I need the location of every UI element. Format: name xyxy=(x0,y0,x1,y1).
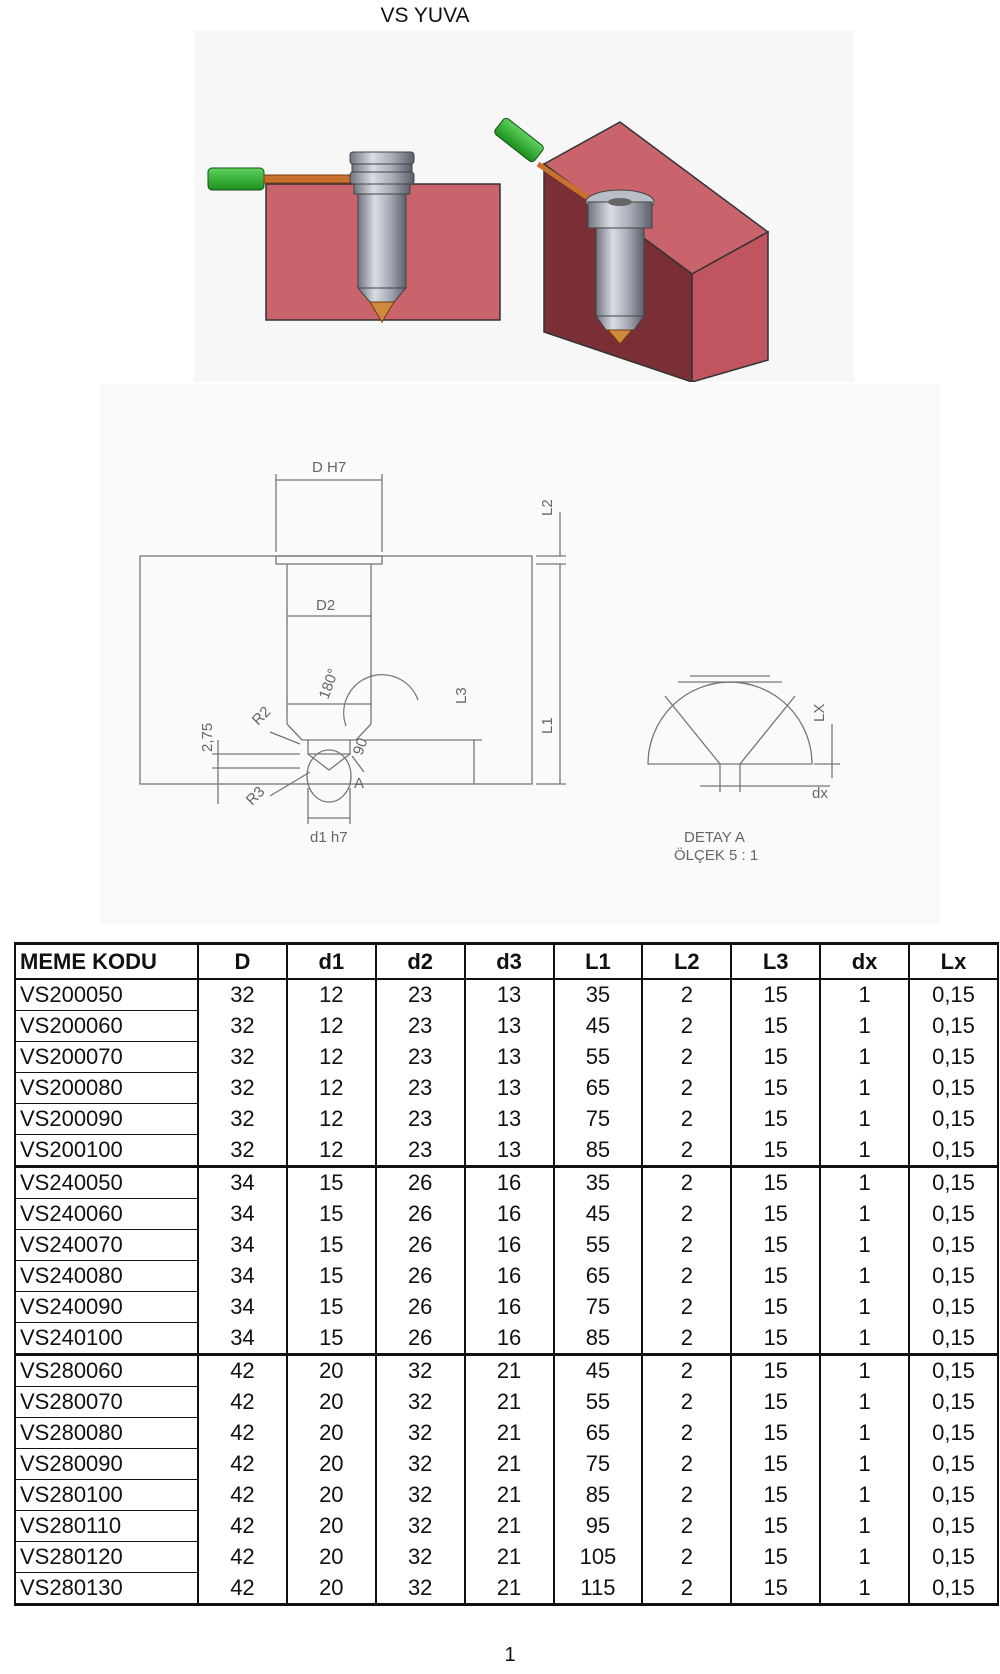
table-cell: 1 xyxy=(820,1449,909,1480)
table-cell: 15 xyxy=(287,1292,376,1323)
table-cell: 23 xyxy=(376,1011,465,1042)
col-header-dx: dx xyxy=(820,944,909,980)
dim-r3: R3 xyxy=(242,783,269,809)
table-cell: 12 xyxy=(287,1135,376,1167)
table-cell: 32 xyxy=(198,1104,287,1135)
cell-meme-kodu: VS240100 xyxy=(15,1323,198,1355)
table-row xyxy=(15,1011,998,1042)
table-cell: 42 xyxy=(198,1355,287,1387)
table-row xyxy=(15,1073,998,1104)
detail-marker-a: A xyxy=(354,775,365,792)
table-cell: 15 xyxy=(731,979,820,1011)
table-cell: 23 xyxy=(376,1135,465,1167)
table-cell: 21 xyxy=(465,1480,554,1511)
table-cell: 15 xyxy=(731,1355,820,1387)
table-cell: 0,15 xyxy=(909,1042,998,1073)
table-cell: 16 xyxy=(465,1323,554,1355)
table-cell: 1 xyxy=(820,1230,909,1261)
table-cell: 20 xyxy=(287,1480,376,1511)
table-cell: 15 xyxy=(731,1167,820,1199)
table-row xyxy=(15,1480,998,1511)
table-cell: 0,15 xyxy=(909,1199,998,1230)
dim-lx: LX xyxy=(811,703,828,722)
table-cell: 1 xyxy=(820,979,909,1011)
table-cell: 23 xyxy=(376,1042,465,1073)
cell-meme-kodu: VS240080 xyxy=(15,1261,198,1292)
table-cell: 15 xyxy=(731,1042,820,1073)
technical-drawing xyxy=(100,384,940,924)
dim-l1: L1 xyxy=(539,717,556,734)
table-cell: 45 xyxy=(554,1199,643,1230)
table-cell: 15 xyxy=(731,1542,820,1573)
table-cell: 12 xyxy=(287,1011,376,1042)
table-row xyxy=(15,1387,998,1418)
table-cell: 0,15 xyxy=(909,1011,998,1042)
dim-d1h7: d1 h7 xyxy=(310,829,348,846)
col-header-l1: L1 xyxy=(554,944,643,980)
table-cell: 26 xyxy=(376,1292,465,1323)
detail-title: DETAY A xyxy=(684,829,745,846)
table-cell: 1 xyxy=(820,1167,909,1199)
table-cell: 0,15 xyxy=(909,1542,998,1573)
table-cell: 0,15 xyxy=(909,979,998,1011)
table-cell: 0,15 xyxy=(909,1449,998,1480)
cell-meme-kodu: VS200090 xyxy=(15,1104,198,1135)
table-cell: 0,15 xyxy=(909,1480,998,1511)
table-cell: 1 xyxy=(820,1199,909,1230)
cell-meme-kodu: VS280130 xyxy=(15,1573,198,1605)
table-cell: 42 xyxy=(198,1480,287,1511)
table-row xyxy=(15,1511,998,1542)
table-cell: 15 xyxy=(731,1073,820,1104)
table-cell: 23 xyxy=(376,1104,465,1135)
table-cell: 15 xyxy=(731,1449,820,1480)
table-cell: 2 xyxy=(642,1418,731,1449)
table-cell: 32 xyxy=(198,1011,287,1042)
cell-meme-kodu: VS280060 xyxy=(15,1355,198,1387)
table-cell: 2 xyxy=(642,1042,731,1073)
table-cell: 1 xyxy=(820,1542,909,1573)
table-row xyxy=(15,1230,998,1261)
table-cell: 0,15 xyxy=(909,1104,998,1135)
table-cell: 15 xyxy=(731,1230,820,1261)
table-cell: 0,15 xyxy=(909,1511,998,1542)
spec-table xyxy=(14,942,999,1606)
table-cell: 32 xyxy=(376,1418,465,1449)
table-cell: 0,15 xyxy=(909,1387,998,1418)
cell-meme-kodu: VS240090 xyxy=(15,1292,198,1323)
table-cell: 55 xyxy=(554,1230,643,1261)
table-cell: 2 xyxy=(642,1261,731,1292)
table-cell: 42 xyxy=(198,1542,287,1573)
table-row xyxy=(15,1355,998,1387)
table-row xyxy=(15,979,998,1011)
table-cell: 32 xyxy=(198,1073,287,1104)
table-cell: 35 xyxy=(554,1167,643,1199)
table-cell: 32 xyxy=(376,1387,465,1418)
table-row xyxy=(15,1135,998,1167)
table-cell: 65 xyxy=(554,1261,643,1292)
cell-meme-kodu: VS280100 xyxy=(15,1480,198,1511)
table-cell: 20 xyxy=(287,1355,376,1387)
table-cell: 55 xyxy=(554,1387,643,1418)
table-cell: 15 xyxy=(731,1511,820,1542)
table-row xyxy=(15,1292,998,1323)
table-cell: 32 xyxy=(376,1542,465,1573)
table-cell: 13 xyxy=(465,1135,554,1167)
table-cell: 2 xyxy=(642,1073,731,1104)
table-cell: 15 xyxy=(731,1261,820,1292)
col-header-d: D xyxy=(198,944,287,980)
cell-meme-kodu: VS200050 xyxy=(15,979,198,1011)
table-cell: 42 xyxy=(198,1387,287,1418)
table-cell: 20 xyxy=(287,1542,376,1573)
table-cell: 85 xyxy=(554,1480,643,1511)
table-cell: 32 xyxy=(376,1573,465,1605)
table-cell: 75 xyxy=(554,1292,643,1323)
table-cell: 75 xyxy=(554,1449,643,1480)
table-row xyxy=(15,1199,998,1230)
table-cell: 65 xyxy=(554,1073,643,1104)
table-row xyxy=(15,1323,998,1355)
table-cell: 1 xyxy=(820,1323,909,1355)
table-cell: 2 xyxy=(642,1011,731,1042)
table-row xyxy=(15,1042,998,1073)
table-cell: 2 xyxy=(642,1480,731,1511)
table-cell: 34 xyxy=(198,1230,287,1261)
table-cell: 16 xyxy=(465,1167,554,1199)
table-cell: 13 xyxy=(465,1073,554,1104)
table-row xyxy=(15,1418,998,1449)
table-cell: 1 xyxy=(820,1135,909,1167)
table-cell: 0,15 xyxy=(909,1573,998,1605)
table-cell: 21 xyxy=(465,1542,554,1573)
table-cell: 1 xyxy=(820,1418,909,1449)
table-cell: 21 xyxy=(465,1418,554,1449)
table-cell: 65 xyxy=(554,1418,643,1449)
dim-275: 2,75 xyxy=(199,722,216,752)
table-cell: 21 xyxy=(465,1355,554,1387)
table-cell: 2 xyxy=(642,1199,731,1230)
col-header-d1: d1 xyxy=(287,944,376,980)
table-cell: 2 xyxy=(642,1104,731,1135)
table-cell: 1 xyxy=(820,1292,909,1323)
table-cell: 2 xyxy=(642,1292,731,1323)
table-cell: 0,15 xyxy=(909,1230,998,1261)
cell-meme-kodu: VS240060 xyxy=(15,1199,198,1230)
table-cell: 0,15 xyxy=(909,1292,998,1323)
table-cell: 1 xyxy=(820,1355,909,1387)
table-cell: 21 xyxy=(465,1387,554,1418)
table-cell: 1 xyxy=(820,1011,909,1042)
table-cell: 16 xyxy=(465,1199,554,1230)
cell-meme-kodu: VS200080 xyxy=(15,1073,198,1104)
table-cell: 13 xyxy=(465,1011,554,1042)
table-cell: 2 xyxy=(642,1323,731,1355)
table-cell: 34 xyxy=(198,1323,287,1355)
table-cell: 1 xyxy=(820,1073,909,1104)
table-cell: 12 xyxy=(287,1073,376,1104)
table-cell: 32 xyxy=(198,979,287,1011)
cell-meme-kodu: VS280080 xyxy=(15,1418,198,1449)
table-cell: 15 xyxy=(287,1230,376,1261)
col-header-l2: L2 xyxy=(642,944,731,980)
table-cell: 26 xyxy=(376,1199,465,1230)
table-cell: 13 xyxy=(465,1042,554,1073)
table-cell: 2 xyxy=(642,1167,731,1199)
table-cell: 26 xyxy=(376,1261,465,1292)
dim-l2: L2 xyxy=(539,499,556,516)
col-header-d3: d3 xyxy=(465,944,554,980)
table-cell: 32 xyxy=(376,1449,465,1480)
iso-render xyxy=(493,117,768,382)
table-cell: 1 xyxy=(820,1511,909,1542)
table-cell: 15 xyxy=(731,1480,820,1511)
dim-l3: L3 xyxy=(453,687,470,704)
table-cell: 15 xyxy=(731,1199,820,1230)
table-cell: 115 xyxy=(554,1573,643,1605)
table-row xyxy=(15,1104,998,1135)
nozzle-render-area xyxy=(194,30,854,382)
table-cell: 1 xyxy=(820,1261,909,1292)
cell-meme-kodu: VS200070 xyxy=(15,1042,198,1073)
table-cell: 35 xyxy=(554,979,643,1011)
table-cell: 1 xyxy=(820,1042,909,1073)
table-cell: 26 xyxy=(376,1230,465,1261)
cell-meme-kodu: VS280120 xyxy=(15,1542,198,1573)
table-cell: 26 xyxy=(376,1167,465,1199)
table-cell: 16 xyxy=(465,1230,554,1261)
table-cell: 0,15 xyxy=(909,1167,998,1199)
table-cell: 21 xyxy=(465,1449,554,1480)
table-cell: 34 xyxy=(198,1167,287,1199)
table-cell: 42 xyxy=(198,1511,287,1542)
table-cell: 75 xyxy=(554,1104,643,1135)
table-cell: 15 xyxy=(731,1418,820,1449)
table-cell: 16 xyxy=(465,1261,554,1292)
dim-90: 90 xyxy=(349,735,372,758)
table-cell: 105 xyxy=(554,1542,643,1573)
table-header-row xyxy=(15,944,998,980)
table-cell: 32 xyxy=(198,1135,287,1167)
table-cell: 45 xyxy=(554,1011,643,1042)
table-cell: 16 xyxy=(465,1292,554,1323)
table-cell: 13 xyxy=(465,979,554,1011)
table-cell: 2 xyxy=(642,1449,731,1480)
table-cell: 15 xyxy=(287,1167,376,1199)
table-row xyxy=(15,1542,998,1573)
dim-180: 180° xyxy=(315,666,343,702)
cell-meme-kodu: VS240070 xyxy=(15,1230,198,1261)
table-cell: 2 xyxy=(642,1135,731,1167)
table-cell: 0,15 xyxy=(909,1261,998,1292)
cell-meme-kodu: VS280070 xyxy=(15,1387,198,1418)
table-cell: 2 xyxy=(642,1573,731,1605)
table-cell: 23 xyxy=(376,979,465,1011)
table-cell: 34 xyxy=(198,1199,287,1230)
table-cell: 42 xyxy=(198,1418,287,1449)
table-cell: 15 xyxy=(287,1323,376,1355)
cell-meme-kodu: VS240050 xyxy=(15,1167,198,1199)
table-cell: 2 xyxy=(642,1511,731,1542)
table-cell: 15 xyxy=(731,1011,820,1042)
cell-meme-kodu: VS200060 xyxy=(15,1011,198,1042)
table-cell: 12 xyxy=(287,979,376,1011)
table-cell: 0,15 xyxy=(909,1418,998,1449)
col-header-lx: Lx xyxy=(909,944,998,980)
table-cell: 23 xyxy=(376,1073,465,1104)
table-cell: 20 xyxy=(287,1418,376,1449)
table-cell: 1 xyxy=(820,1480,909,1511)
table-cell: 45 xyxy=(554,1355,643,1387)
col-header-d2: d2 xyxy=(376,944,465,980)
table-cell: 42 xyxy=(198,1449,287,1480)
cell-meme-kodu: VS200100 xyxy=(15,1135,198,1167)
table-cell: 2 xyxy=(642,1230,731,1261)
table-cell: 85 xyxy=(554,1323,643,1355)
table-cell: 0,15 xyxy=(909,1355,998,1387)
table-row xyxy=(15,1261,998,1292)
table-cell: 0,15 xyxy=(909,1323,998,1355)
table-cell: 2 xyxy=(642,1387,731,1418)
table-cell: 1 xyxy=(820,1387,909,1418)
table-cell: 55 xyxy=(554,1042,643,1073)
table-row xyxy=(15,1573,998,1605)
table-cell: 32 xyxy=(376,1511,465,1542)
dim-r2: R2 xyxy=(248,703,275,729)
table-cell: 2 xyxy=(642,1542,731,1573)
table-cell: 15 xyxy=(731,1104,820,1135)
table-cell: 1 xyxy=(820,1104,909,1135)
table-cell: 20 xyxy=(287,1387,376,1418)
table-row xyxy=(15,1449,998,1480)
table-cell: 15 xyxy=(287,1261,376,1292)
table-cell: 12 xyxy=(287,1104,376,1135)
cell-meme-kodu: VS280110 xyxy=(15,1511,198,1542)
front-render xyxy=(208,152,500,322)
table-cell: 13 xyxy=(465,1104,554,1135)
table-cell: 21 xyxy=(465,1573,554,1605)
dim-dh7: D H7 xyxy=(312,459,347,476)
table-cell: 15 xyxy=(731,1292,820,1323)
table-cell: 34 xyxy=(198,1261,287,1292)
table-cell: 2 xyxy=(642,979,731,1011)
table-cell: 15 xyxy=(287,1199,376,1230)
col-header-meme-kodu: MEME KODU xyxy=(15,944,198,980)
table-cell: 12 xyxy=(287,1042,376,1073)
dim-d2: D2 xyxy=(316,597,336,614)
table-cell: 0,15 xyxy=(909,1073,998,1104)
col-header-l3: L3 xyxy=(731,944,820,980)
table-cell: 2 xyxy=(642,1355,731,1387)
table-cell: 1 xyxy=(820,1573,909,1605)
table-cell: 15 xyxy=(731,1573,820,1605)
cell-meme-kodu: VS280090 xyxy=(15,1449,198,1480)
table-cell: 32 xyxy=(198,1042,287,1073)
table-cell: 26 xyxy=(376,1323,465,1355)
table-cell: 15 xyxy=(731,1323,820,1355)
table-cell: 42 xyxy=(198,1573,287,1605)
table-cell: 32 xyxy=(376,1480,465,1511)
document-title: VS YUVA xyxy=(380,4,470,27)
table-cell: 15 xyxy=(731,1387,820,1418)
table-cell: 0,15 xyxy=(909,1135,998,1167)
table-cell: 20 xyxy=(287,1511,376,1542)
table-cell: 85 xyxy=(554,1135,643,1167)
table-cell: 32 xyxy=(376,1355,465,1387)
table-cell: 21 xyxy=(465,1511,554,1542)
table-cell: 20 xyxy=(287,1449,376,1480)
dim-dx: dx xyxy=(812,785,828,802)
table-cell: 95 xyxy=(554,1511,643,1542)
table-cell: 34 xyxy=(198,1292,287,1323)
page-number: 1 xyxy=(504,1644,516,1666)
table-row xyxy=(15,1167,998,1199)
detail-scale: ÖLÇEK 5 : 1 xyxy=(674,847,759,864)
table-cell: 20 xyxy=(287,1573,376,1605)
table-cell: 15 xyxy=(731,1135,820,1167)
